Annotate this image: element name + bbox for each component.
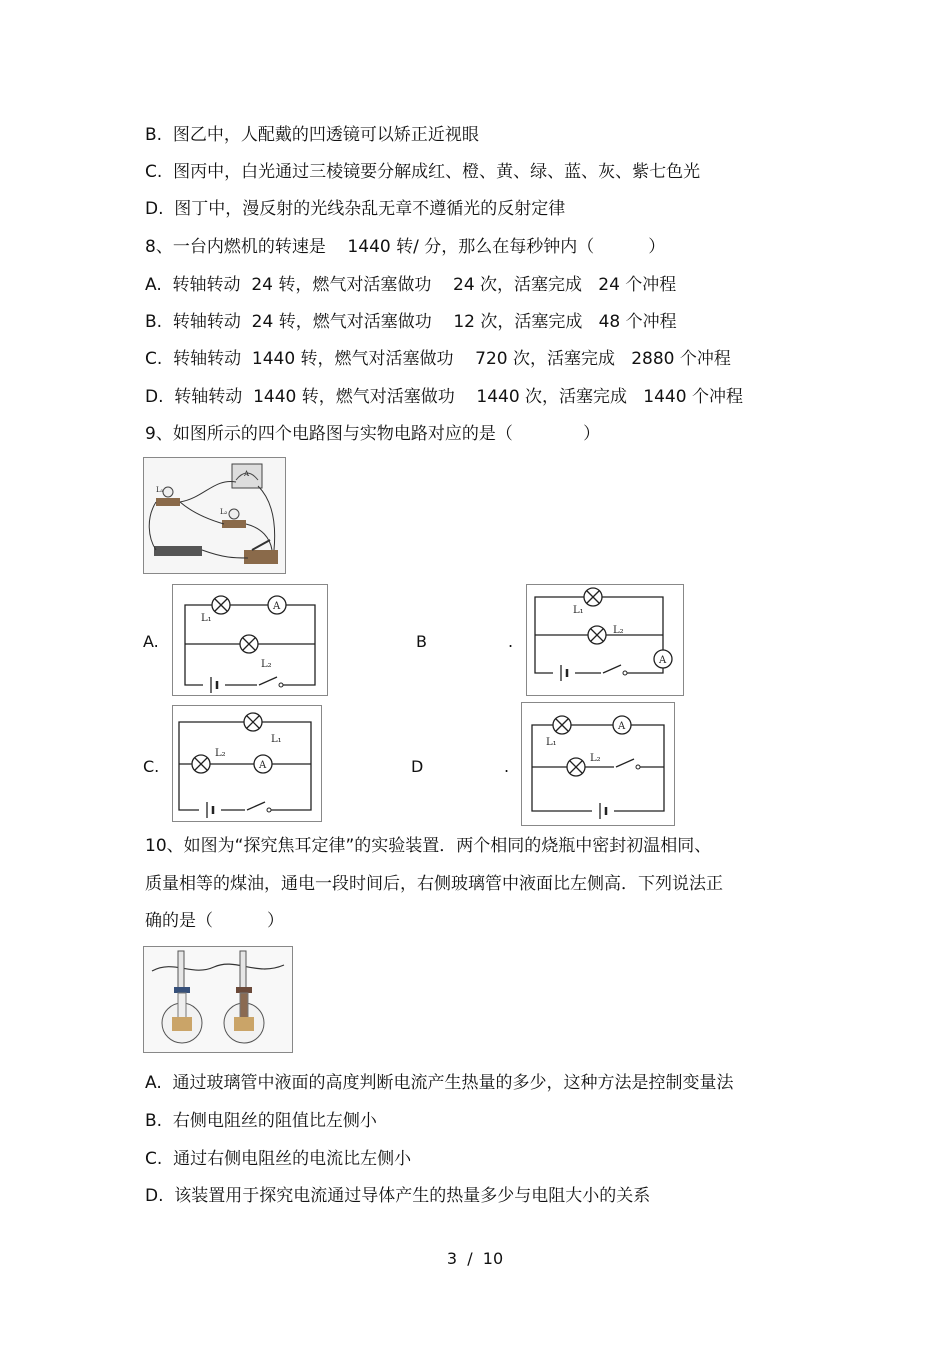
svg-text:L₂: L₂ xyxy=(261,659,272,670)
svg-text:L₂: L₂ xyxy=(215,748,226,759)
svg-text:L₂: L₂ xyxy=(590,753,601,764)
svg-text:A: A xyxy=(618,721,626,732)
joule-law-apparatus-figure xyxy=(143,946,293,1053)
svg-text:L₁: L₁ xyxy=(156,486,164,494)
q8-option-b: B. 转轴转动 24 转，燃气对活塞做功 12 次，活塞完成 48 个冲程 xyxy=(145,312,677,332)
q9-option-c-label: C. xyxy=(143,757,160,776)
circuit-diagram-b xyxy=(526,584,684,696)
q8-option-c: C. 转轴转动 1440 转，燃气对活塞做功 720 次，活塞完成 2880 个冲程 xyxy=(145,349,731,369)
q10-stem-line-2: 质量相等的煤油，通电一段时间后，右侧玻璃管中液面比左侧高．下列说法正 xyxy=(145,874,723,894)
q9-option-b-dot: . xyxy=(508,632,514,651)
circuit-diagram-a xyxy=(172,584,328,696)
circuit-diagram-c xyxy=(172,705,322,822)
q7-option-d: D. 图丁中，漫反射的光线杂乱无章不遵循光的反射定律 xyxy=(145,199,566,219)
svg-text:L₁: L₁ xyxy=(546,737,557,748)
svg-text:A: A xyxy=(244,470,250,478)
q7-option-b: B. 图乙中，人配戴的凹透镜可以矫正近视眼 xyxy=(145,125,479,145)
svg-text:A: A xyxy=(659,655,667,666)
q9-option-d-dot: . xyxy=(504,757,510,776)
svg-text:L₁: L₁ xyxy=(573,605,584,616)
q7-option-c: C. 图丙中，白光通过三棱镜要分解成红、橙、黄、绿、蓝、灰、紫七色光 xyxy=(145,162,701,182)
q9-stem: 9、如图所示的四个电路图与实物电路对应的是（ ） xyxy=(145,424,601,444)
q8-option-d: D. 转轴转动 1440 转，燃气对活塞做功 1440 次，活塞完成 1440 个冲程 xyxy=(145,387,743,407)
physical-circuit-figure xyxy=(143,457,286,574)
q10-option-a: A. 通过玻璃管中液面的高度判断电流产生热量的多少，这种方法是控制变量法 xyxy=(145,1073,734,1093)
q9-option-a-label: A. xyxy=(143,632,159,651)
q10-stem-line-1: 10、如图为“探究焦耳定律”的实验装置．两个相同的烧瓶中密封初温相同、 xyxy=(145,836,712,856)
svg-text:L₁: L₁ xyxy=(201,613,212,624)
q9-option-b-label: B xyxy=(416,632,427,651)
q10-option-b: B. 右侧电阻丝的阻值比左侧小 xyxy=(145,1111,377,1131)
q10-stem-line-3: 确的是（ ） xyxy=(145,911,285,931)
q10-option-d: D. 该装置用于探究电流通过导体产生的热量多少与电阻大小的关系 xyxy=(145,1186,651,1206)
q10-option-c: C. 通过右侧电阻丝的电流比左侧小 xyxy=(145,1149,412,1169)
svg-text:A: A xyxy=(259,760,267,771)
svg-text:L₁: L₁ xyxy=(271,734,282,745)
svg-text:L₂: L₂ xyxy=(220,508,228,516)
circuit-diagram-d xyxy=(521,702,675,826)
q8-option-a: A. 转轴转动 24 转，燃气对活塞做功 24 次，活塞完成 24 个冲程 xyxy=(145,275,677,295)
page-number: 3 / 10 xyxy=(446,1249,504,1268)
svg-text:A: A xyxy=(273,601,281,612)
q9-option-d-label: D xyxy=(411,757,424,776)
q8-stem: 8、一台内燃机的转速是 1440 转/ 分，那么在每秒钟内（ ） xyxy=(145,237,666,257)
svg-text:L₂: L₂ xyxy=(613,625,624,636)
